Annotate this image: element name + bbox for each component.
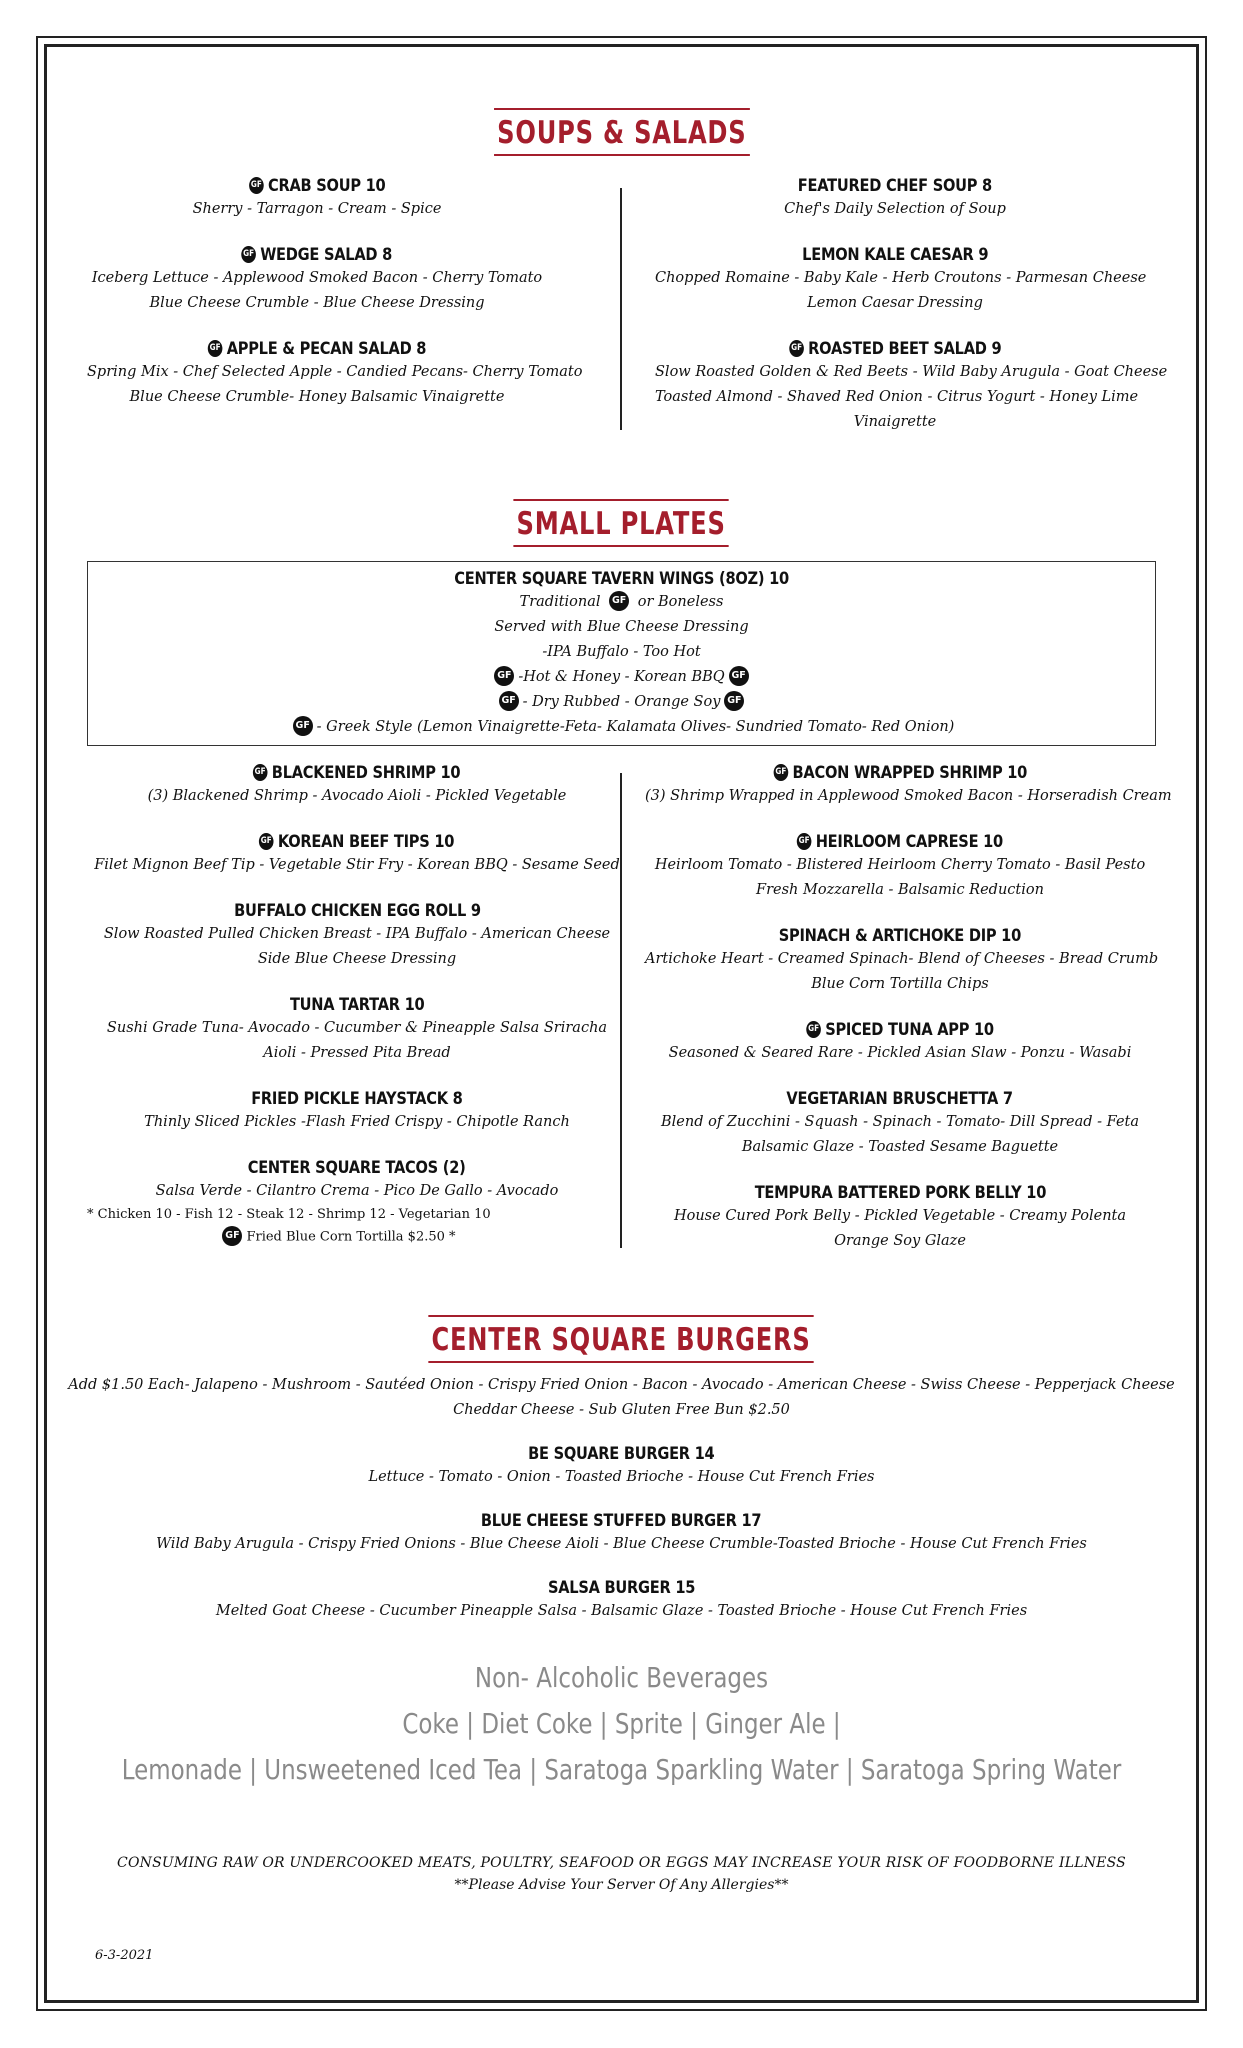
item-description: Thinly Sliced Pickles -Flash Fried Crispy - Chipotle Ranch	[144, 1114, 570, 1130]
section-title-soups: SOUPS & SALADS	[0, 108, 1243, 156]
item-description: Melted Goat Cheese - Cucumber Pineapple Salsa - Balsamic Glaze - Toasted Brioche - House Cut French Fries	[215, 1603, 1028, 1619]
column-divider	[620, 773, 622, 1248]
gluten-free-icon: GF	[724, 691, 744, 711]
item-description: Blue Cheese Crumble - Blue Cheese Dressing	[149, 295, 485, 311]
gluten-free-icon: GF	[609, 591, 629, 611]
item-name: LEMON KALE CAESAR 9	[801, 245, 989, 265]
item-name: GF ROASTED BEET SALAD 9	[790, 339, 1002, 359]
wings-hot-honey: GF -Hot & Honey - Korean BBQ GF	[88, 665, 1155, 690]
item-description: Chopped Romaine - Baby Kale - Herb Croutons - Parmesan Cheese	[655, 270, 1147, 286]
item-description: Salsa Verde - Cilantro Crema - Pico De Gallo - Avocado	[155, 1183, 559, 1199]
item-name: GF BACON WRAPPED SHRIMP 10	[775, 763, 1027, 783]
gluten-free-icon: GF	[259, 833, 274, 850]
section-title-burgers: CENTER SQUARE BURGERS	[0, 1315, 1243, 1363]
wings-served: Served with Blue Cheese Dressing	[494, 619, 749, 635]
item-name: GF KOREAN BEEF TIPS 10	[261, 832, 455, 852]
gluten-free-icon: GF	[773, 764, 788, 781]
column-divider	[620, 188, 622, 430]
menu-item	[645, 1088, 1155, 1160]
wings-greek: GF - Greek Style (Lemon Vinaigrette-Feta- Kalamata Olives- Sundried Tomato- Red Onion)	[88, 715, 1155, 740]
gluten-free-icon: GF	[789, 340, 804, 357]
menu-item	[645, 762, 1172, 809]
wings-name: CENTER SQUARE TAVERN WINGS (8OZ) 10	[454, 569, 789, 589]
item-description: (3) Shrimp Wrapped in Applewood Smoked Bacon - Horseradish Cream	[645, 788, 1172, 804]
gluten-free-icon: GF	[806, 1021, 821, 1038]
menu-item	[87, 1088, 627, 1135]
item-name: GF CRAB SOUP 10	[250, 176, 386, 196]
item-name: SALSA BURGER 15	[547, 1578, 696, 1598]
item-description: Vinaigrette	[853, 414, 937, 430]
item-description: Aioli - Pressed Pita Bread	[263, 1045, 451, 1061]
tacos-prices: * Chicken 10 - Fish 12 - Steak 12 - Shrimp 12 - Vegetarian 10	[87, 1207, 491, 1222]
item-description: Balsamic Glaze - Toasted Sesame Baguette	[741, 1139, 1059, 1155]
item-description: Heirloom Tomato - Blistered Heirloom Cherry Tomato - Basil Pesto	[654, 857, 1146, 873]
plates-right-column	[645, 762, 1172, 1276]
menu-item	[87, 831, 627, 878]
menu-item	[87, 1443, 1156, 1490]
menu-item	[645, 831, 1155, 903]
gluten-free-icon: GF	[249, 177, 264, 194]
item-description: Sherry - Tarragon - Cream - Spice	[192, 201, 442, 217]
item-description: (3) Blackened Shrimp - Avocado Aioli - Pickled Vegetable	[147, 788, 567, 804]
soups-right-column	[655, 175, 1168, 457]
item-description: Slow Roasted Golden & Red Beets - Wild Baby Arugula - Goat Cheese	[655, 364, 1168, 380]
wings-dry-rubbed: GF - Dry Rubbed - Orange Soy GF	[88, 690, 1155, 715]
item-description: Blend of Zucchini - Squash - Spinach - Tomato- Dill Spread - Feta	[660, 1114, 1140, 1130]
item-description: House Cured Pork Belly - Pickled Vegetable - Creamy Polenta	[673, 1208, 1127, 1224]
item-name: FRIED PICKLE HAYSTACK 8	[251, 1089, 463, 1109]
item-description: Blue Cheese Crumble- Honey Balsamic Vinaigrette	[129, 389, 505, 405]
gluten-free-icon: GF	[729, 666, 749, 686]
item-description: Chef's Daily Selection of Soup	[784, 201, 1006, 217]
gluten-free-icon: GF	[293, 716, 313, 736]
beverages-title: Non- Alcoholic Beverages	[474, 1661, 769, 1694]
item-name: VEGETARIAN BRUSCHETTA 7	[786, 1089, 1014, 1109]
menu-item	[645, 925, 1159, 997]
wings-box	[87, 561, 1156, 746]
item-name: FEATURED CHEF SOUP 8	[797, 176, 993, 196]
item-name: SPINACH & ARTICHOKE DIP 10	[778, 926, 1022, 946]
item-description: Lemon Caesar Dressing	[807, 295, 983, 311]
item-name: BUFFALO CHICKEN EGG ROLL 9	[233, 901, 481, 921]
item-name: CENTER SQUARE TACOS (2)	[248, 1158, 466, 1178]
item-name: GF SPICED TUNA APP 10	[808, 1020, 994, 1040]
item-name: BLUE CHEESE STUFFED BURGER 17	[481, 1511, 762, 1531]
beverages-line-1: Coke | Diet Coke | Sprite | Ginger Ale |	[402, 1707, 841, 1740]
menu-item-tacos	[87, 1157, 627, 1249]
gluten-free-icon: GF	[208, 340, 223, 357]
item-description: Lettuce - Tomato - Onion - Toasted Brioche - House Cut French Fries	[368, 1469, 875, 1485]
item-name: GF BLACKENED SHRIMP 10	[255, 763, 461, 783]
menu-item	[87, 244, 547, 316]
beverages-line-2: Lemonade | Unsweetened Iced Tea | Saratoga Sparkling Water | Saratoga Spring Water	[121, 1753, 1122, 1786]
menu-item	[87, 1510, 1156, 1557]
soups-left-column	[87, 175, 583, 432]
disclaimer: CONSUMING RAW OR UNDERCOOKED MEATS, POULTRY, SEAFOOD OR EGGS MAY INCREASE YOUR RISK OF FOODBORNE ILLNESS **Please Advise Your Server Of Any Allergies**	[117, 1855, 1126, 1893]
item-description: Filet Mignon Beef Tip - Vegetable Stir Fry - Korean BBQ - Sesame Seed	[94, 857, 620, 873]
item-description: Spring Mix - Chef Selected Apple - Candied Pecans- Cherry Tomato	[87, 364, 583, 380]
menu-item	[87, 1577, 1156, 1624]
item-description: Iceberg Lettuce - Applewood Smoked Bacon - Cherry Tomato	[91, 270, 543, 286]
item-name: GF HEIRLOOM CAPRESE 10	[798, 832, 1004, 852]
gluten-free-icon: GF	[222, 1226, 242, 1246]
item-description: Sushi Grade Tuna- Avocado - Cucumber & Pineapple Salsa Sriracha	[106, 1020, 608, 1036]
section-title-small-plates: SMALL PLATES	[0, 499, 1243, 547]
item-description: Toasted Almond - Shaved Red Onion - Citrus Yogurt - Honey Lime	[655, 389, 1139, 405]
beverages	[0, 1655, 1243, 1793]
item-description: Seasoned & Seared Rare - Pickled Asian Slaw - Ponzu - Wasabi	[668, 1045, 1132, 1061]
item-description: Orange Soy Glaze	[834, 1233, 966, 1249]
item-description: Slow Roasted Pulled Chicken Breast - IPA Buffalo - American Cheese	[103, 926, 611, 942]
menu-item	[645, 1019, 1155, 1066]
menu-item	[655, 244, 1147, 316]
gluten-free-icon: GF	[797, 833, 812, 850]
menu-item	[87, 994, 627, 1066]
menu-item	[645, 1182, 1155, 1254]
item-name: TEMPURA BATTERED PORK BELLY 10	[754, 1183, 1046, 1203]
menu-item	[655, 175, 1135, 222]
menu-item	[87, 175, 547, 222]
burger-list	[87, 1443, 1156, 1644]
item-name: BE SQUARE BURGER 14	[528, 1444, 715, 1464]
item-description: Artichoke Heart - Creamed Spinach- Blend of Cheeses - Bread Crumb	[645, 951, 1159, 967]
menu-item	[655, 338, 1168, 435]
item-description: Blue Corn Tortilla Chips	[811, 976, 989, 992]
item-name: TUNA TARTAR 10	[289, 995, 425, 1015]
wings-style: Traditional GF or Boneless	[88, 590, 1155, 615]
item-description: Fresh Mozzarella - Balsamic Reduction	[756, 882, 1044, 898]
item-name: GF WEDGE SALAD 8	[243, 245, 393, 265]
item-description: Side Blue Cheese Dressing	[257, 951, 457, 967]
item-name: GF APPLE & PECAN SALAD 8	[209, 339, 427, 359]
tacos-tortilla: GF Fried Blue Corn Tortilla $2.50 *	[47, 1226, 627, 1249]
gluten-free-icon: GF	[499, 691, 519, 711]
menu-item	[87, 900, 627, 972]
gluten-free-icon: GF	[494, 666, 514, 686]
gluten-free-icon: GF	[242, 246, 257, 263]
menu-date: 6-3-2021	[95, 1948, 154, 1963]
wings-ipa: -IPA Buffalo - Too Hot	[542, 644, 701, 660]
gluten-free-icon: GF	[253, 764, 268, 781]
plates-left-column	[87, 762, 627, 1273]
burger-addons: Add $1.50 Each- Jalapeno - Mushroom - Sautéed Onion - Crispy Fried Onion - Bacon - Avocado - American Cheese - Swiss Cheese - Pepperjack Cheese Cheddar Cheese - Sub Gluten Free Bun $2.50	[68, 1377, 1175, 1418]
menu-item	[87, 338, 583, 410]
item-description: Wild Baby Arugula - Crispy Fried Onions - Blue Cheese Aioli - Blue Cheese Crumble-Toasted Brioche - House Cut French Fries	[156, 1536, 1087, 1552]
menu-item	[87, 762, 627, 809]
